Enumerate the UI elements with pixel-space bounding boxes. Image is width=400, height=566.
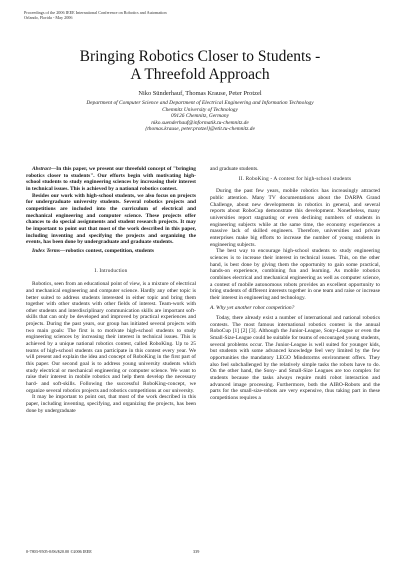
- index-terms-lead: Index Terms—: [32, 247, 66, 254]
- abstract-paragraph: [26, 166, 196, 193]
- body-paragraph: The best way to encourage high-school students to study engineering sciences is to increase their interest in technical issues. This, on the other hand, is best done by giving them the opportunity to gain some practical, hands-on experience, combining fun and learning. As mobile robotics combines electrical and mechanical engineering as well as computer science, a contest of mobile autonomous robots provides an excellent opportunity to bring students of different interests together in one team and raise or increase their interest in engineering and technology.: [210, 248, 380, 301]
- email-line: niko.suenderhauf@informatik.tu-chemnitz.de: [151, 119, 249, 126]
- subsection-heading: A. Why yet another robot competition?: [210, 305, 295, 312]
- conference-header: [24, 10, 224, 21]
- conference-location: Orlando, Florida - May 2006: [24, 15, 73, 21]
- body-paragraph-continued: and graduate students.: [210, 166, 259, 172]
- copyright-code: 0-7803-9505-0/06/$20.00 ©2006 IEEE: [26, 549, 92, 554]
- page-number: 339: [193, 549, 200, 554]
- abstract: [26, 166, 196, 246]
- left-column: [26, 166, 196, 414]
- abstract-lead: Abstract—: [32, 166, 57, 172]
- affiliation-line: Department of Computer Science and Department of Electrical Engineering and Information Technology: [86, 100, 314, 106]
- right-column: [210, 166, 380, 402]
- index-terms-text: robotics contest, competition, students: [65, 247, 155, 254]
- abstract-text: In this paper, we present our threefold concept of "bringing robotics closer to students". Our efforts begin with motivating high-school students to study engineering sciences by increasing their interest in technical issues. This is achieved by a national robotics contest.: [26, 166, 196, 192]
- title-line-2: A Threefold Approach: [130, 66, 270, 83]
- body-paragraph: Robotics, seen from an educational point of view, is a mixture of electrical and mechanical engineering and computer science. Hardly any other topic is better suited to address students interested in either topic and bring them together with other students with other fields of interest. Team-work with other students and interdisciplinary communication skills are important soft-skills that can only be developed and improved by practical experiences and projects. During the past years, our group has initiated several projects with two main goals: The first is to motivate high-school students to study engineering sciences by increasing their interest in technical issues. This is achieved by a unique national robotics contest, called RoboKing. Up to 25 teams of high-school students can participate in this contest every year. We will present and explain the idea and concept of RoboKing in the first part of this paper. Our second goal is to address young university students which study electrical or mechanical engineering or computer science. We want to raise their interest in mobile robotics and help them develop the necessary hard- and soft-skills. Following the successful RoboKing-concept, we organize several robotics projects and robotics competitions at our university.: [26, 281, 196, 394]
- affiliation-line: Chemnitz University of Technology: [162, 106, 238, 113]
- conference-line: Proceedings of the 2006 IEEE International Conference on Robotics and Automation: [24, 10, 167, 15]
- page-footer: [0, 549, 400, 557]
- abstract-paragraph: Besides our work with high-school students, we also focus on projects for undergraduate university students. Several robotics projects and competitions are included into the curriculum of electrical and mechanical engineering and computer science. These projects offer chances to do special assignments and student research projects. It may be important to point out that most of the work described in this paper, including inventing and specifying the projects and organizing the events, has been done by undergraduate and graduate students.: [26, 192, 196, 246]
- email-line: {thomas.krause, peter.protzel}@etit.tu-chemnitz.de: [145, 126, 255, 133]
- affiliation-line: 09126 Chemnitz, Germany: [171, 113, 229, 120]
- body-paragraph: It may be important to point out, that most of the work described in this paper, including inventing, specifying, and organizing the projects, has been done by undergraduate: [26, 394, 196, 414]
- paper-title: [20, 48, 380, 84]
- section-heading: II. RoboKing - A contest for high-school students: [238, 175, 352, 182]
- body-paragraph: Today, there already exist a number of international and national robotics contests. The most famous international robotics contest is the annual RoboCup [1] [2] [3]. Although the Junior-League, Sony-League or even the Small-Size-League could be suitable for teams of encouraged young students, several problems occur. The Junior-League is well suited for younger kids, but students with some advanced knowledge feel very limited by the few opportunities the mandatory LEGO Mindstorms environment offers. They also feel subchallenged by the relatively simple tasks the robots have to do. On the other hand, the Sony- and Small-Size Leagues are too complex for students because the tasks always require multi robot interaction and advanced image processing. Furthermore, both the AIBO-Robots and the parts for the small-size-robots are very expensive, thus taking part in these competitions requires a: [210, 315, 380, 401]
- affiliation: [20, 100, 380, 133]
- section-heading: I. Introduction: [94, 267, 128, 274]
- author-list: Niko Sünderhauf, Thomas Krause, Peter Protzel: [138, 90, 262, 97]
- body-paragraph: During the past few years, mobile robotics has increasingly attracted public attention. Many TV documentations about the DARPA Grand Challenge, about new developments in robotics in general, and several reports about RoboCup demonstrate this development. Nonetheless, many universities report stagnating or even declining numbers of students in engineering subjects while at the same time, the economy experiences a massive lack of skilled engineers. Therefore, universities and private enterprises make big efforts to increase the number of young students in engineering subjects.: [210, 188, 380, 248]
- title-line-1: Bringing Robotics Closer to Students -: [79, 48, 321, 65]
- index-terms: [26, 248, 196, 255]
